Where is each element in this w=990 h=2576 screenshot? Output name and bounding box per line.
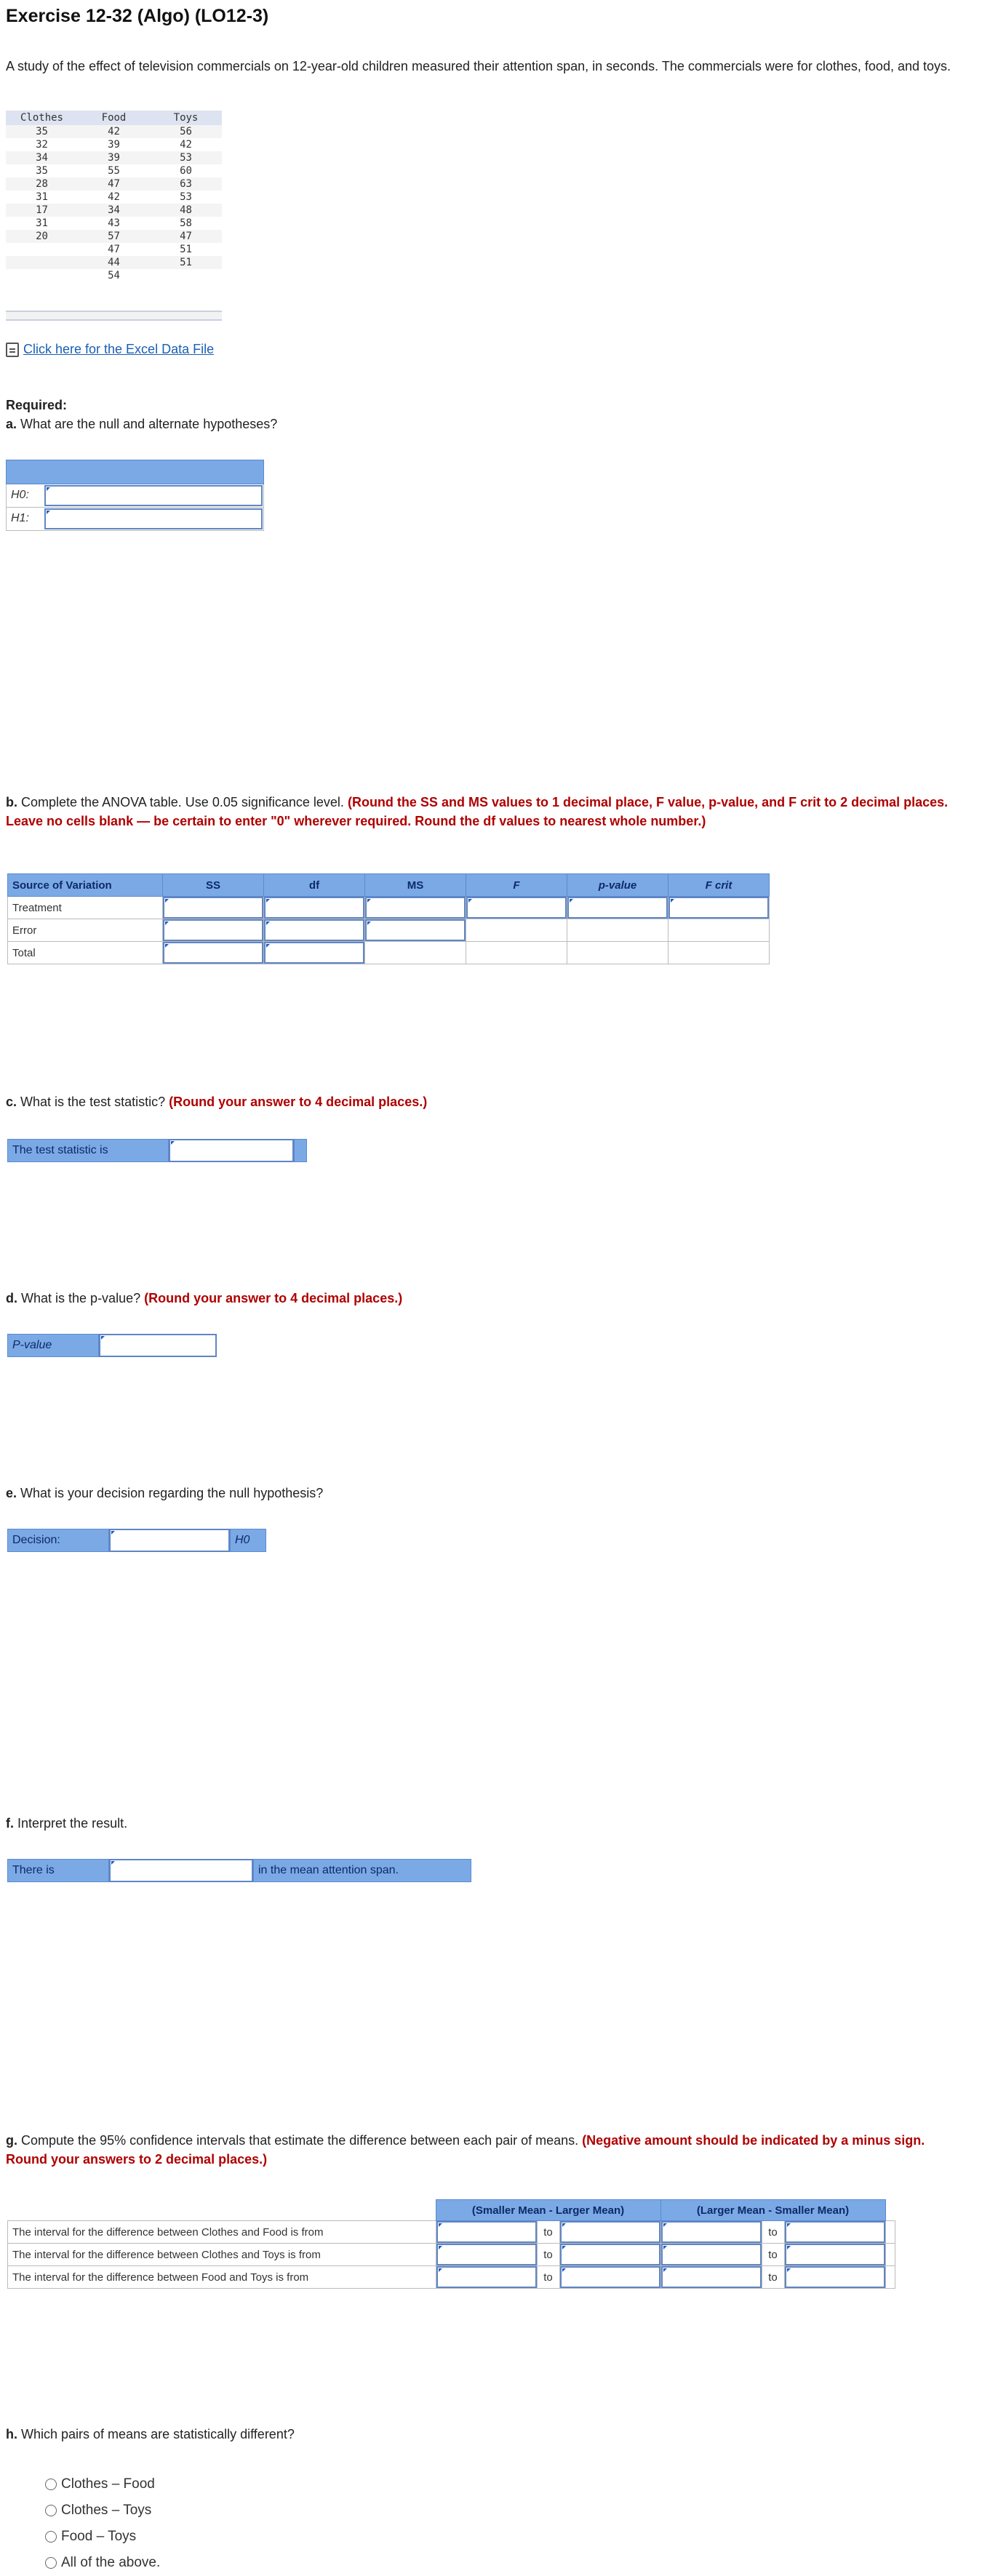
ci-row-label: The interval for the difference between Clothes and Food is from	[8, 2221, 436, 2244]
ci-cell	[784, 2221, 885, 2244]
radio-option[interactable]	[45, 2471, 160, 2497]
data-cell: 43	[78, 217, 150, 230]
empty-cell	[668, 919, 770, 942]
data-row	[6, 204, 222, 217]
data-cell: 42	[78, 191, 150, 204]
part-d-question: What is the p-value?	[21, 1291, 141, 1305]
data-row	[6, 269, 222, 282]
test-statistic-suffix	[294, 1139, 307, 1162]
data-cell: 56	[150, 125, 222, 138]
interpretation-suffix: in the mean attention span.	[253, 1859, 471, 1882]
data-cell: 63	[150, 177, 222, 191]
empty-cell	[365, 942, 466, 964]
data-row	[6, 217, 222, 230]
empty-cell	[668, 942, 770, 964]
smaller-larger-upper-input[interactable]	[560, 2244, 660, 2265]
ci-row	[8, 2244, 895, 2266]
decision-label: Decision:	[7, 1529, 109, 1552]
ci-cell	[436, 2244, 537, 2266]
data-cell: 58	[150, 217, 222, 230]
interpretation-label: There is	[7, 1859, 109, 1882]
data-cell: 53	[150, 191, 222, 204]
confidence-interval-table	[7, 2199, 895, 2289]
column-header-food: Food	[78, 111, 150, 125]
data-cell: 35	[6, 125, 78, 138]
anova-row-error	[8, 919, 770, 942]
part-a-letter: a.	[6, 417, 17, 431]
data-table	[6, 111, 222, 282]
decision-suffix: H0	[230, 1529, 266, 1552]
ci-to-label: to	[537, 2266, 559, 2289]
data-table-scrollbar[interactable]	[6, 311, 222, 321]
total-df-input[interactable]	[264, 942, 364, 964]
h0-row	[6, 484, 264, 508]
treatment-ms-input[interactable]	[365, 897, 466, 919]
error-df-input[interactable]	[264, 919, 364, 941]
ci-header-smaller-larger: (Smaller Mean - Larger Mean)	[436, 2200, 660, 2221]
column-header-toys: Toys	[150, 111, 222, 125]
data-cell: 55	[78, 164, 150, 177]
smaller-larger-lower-input[interactable]	[436, 2266, 537, 2288]
total-ss-input[interactable]	[163, 942, 263, 964]
data-cell	[6, 269, 78, 282]
data-row	[6, 177, 222, 191]
anova-header-ss: SS	[163, 874, 264, 897]
treatment-f-crit-input[interactable]	[668, 897, 769, 919]
data-cell: 20	[6, 230, 78, 243]
data-row	[6, 230, 222, 243]
data-cell: 57	[78, 230, 150, 243]
part-e-letter: e.	[6, 1486, 17, 1500]
part-d-letter: d.	[6, 1291, 17, 1305]
column-header-clothes: Clothes	[6, 111, 78, 125]
data-cell: 44	[78, 256, 150, 269]
part-a-question: What are the null and alternate hypotheses?	[20, 417, 278, 431]
anova-row-treatment	[8, 897, 770, 919]
radio-option[interactable]	[45, 2497, 160, 2524]
data-cell: 51	[150, 243, 222, 256]
anova-header-p-value: p-value	[567, 874, 668, 897]
ci-cell	[559, 2244, 660, 2266]
data-cell: 35	[6, 164, 78, 177]
radio-option[interactable]	[45, 2550, 160, 2576]
data-cell: 34	[6, 151, 78, 164]
ci-to-label: to	[762, 2221, 784, 2244]
data-cell	[150, 269, 222, 282]
anova-label-error: Error	[8, 919, 163, 942]
page-title: Exercise 12-32 (Algo) (LO12-3)	[6, 6, 269, 26]
treatment-ss-input[interactable]	[163, 897, 263, 919]
h1-dropdown[interactable]	[44, 508, 263, 529]
anova-header-f-crit: F crit	[668, 874, 770, 897]
ci-row-label: The interval for the difference between Clothes and Toys is from	[8, 2244, 436, 2266]
data-cell: 34	[78, 204, 150, 217]
ci-cell	[784, 2266, 885, 2289]
data-cell: 47	[78, 177, 150, 191]
h1-row	[6, 508, 264, 531]
part-b-letter: b.	[6, 795, 17, 809]
h0-dropdown[interactable]	[44, 485, 263, 506]
ci-to-label: to	[537, 2221, 559, 2244]
data-row	[6, 256, 222, 269]
data-row	[6, 138, 222, 151]
radio-button[interactable]	[45, 2505, 57, 2516]
data-cell: 51	[150, 256, 222, 269]
radio-button[interactable]	[45, 2479, 57, 2490]
h1-label: H1:	[11, 512, 29, 524]
data-row	[6, 151, 222, 164]
data-cell: 54	[78, 269, 150, 282]
smaller-larger-lower-input[interactable]	[436, 2244, 537, 2265]
radio-option-label[interactable]: Food – Toys	[61, 2529, 137, 2544]
empty-cell	[567, 942, 668, 964]
decision-row	[7, 1529, 266, 1552]
ci-cell	[784, 2244, 885, 2266]
ci-header-blank	[8, 2200, 436, 2221]
larger-smaller-lower-input[interactable]	[661, 2266, 762, 2288]
ci-header-larger-smaller: (Larger Mean - Smaller Mean)	[660, 2200, 885, 2221]
radio-option-label[interactable]: All of the above.	[61, 2555, 161, 2570]
excel-data-link[interactable]	[6, 342, 214, 357]
part-c-question: What is the test statistic?	[20, 1095, 166, 1109]
part-e-question: What is your decision regarding the null hypothesis?	[20, 1486, 324, 1500]
data-cell: 42	[150, 138, 222, 151]
part-f-question: Interpret the result.	[17, 1816, 128, 1831]
ci-cell	[436, 2266, 537, 2289]
p-value-input[interactable]	[99, 1334, 217, 1357]
part-h-letter: h.	[6, 2427, 17, 2441]
part-b-instructions: (Round the SS and MS values to 1 decimal place, F value, p-value, and F crit to 2 decimal places. Leave no cells blank — be certain to enter "0" wherever required. Round the df values to nearest whole number.)	[6, 795, 949, 828]
anova-header-df: df	[264, 874, 365, 897]
ci-cell	[436, 2221, 537, 2244]
part-g-instructions: (Negative amount should be indicated by a minus sign. Round your answers to 2 decimal places.)	[6, 2133, 925, 2167]
data-cell: 39	[78, 138, 150, 151]
ci-row-end	[885, 2221, 895, 2244]
anova-label-total: Total	[8, 942, 163, 964]
ci-cell	[660, 2244, 762, 2266]
ci-cell	[559, 2266, 660, 2289]
data-row	[6, 164, 222, 177]
part-f-letter: f.	[6, 1816, 14, 1831]
larger-smaller-lower-input[interactable]	[661, 2221, 762, 2243]
ci-cell	[559, 2221, 660, 2244]
empty-cell	[466, 919, 567, 942]
interpretation-row	[7, 1859, 471, 1882]
ci-to-label: to	[762, 2244, 784, 2266]
test-statistic-row	[7, 1139, 307, 1162]
required-label: Required:	[6, 398, 68, 412]
ci-cell	[660, 2221, 762, 2244]
larger-smaller-upper-input[interactable]	[785, 2221, 885, 2243]
data-row	[6, 191, 222, 204]
data-cell: 47	[78, 243, 150, 256]
data-cell	[6, 243, 78, 256]
data-cell: 31	[6, 191, 78, 204]
data-cell: 28	[6, 177, 78, 191]
ci-row	[8, 2221, 895, 2244]
larger-smaller-upper-input[interactable]	[785, 2266, 885, 2288]
p-value-row	[7, 1334, 217, 1357]
part-g-question: Compute the 95% confidence intervals that estimate the difference between each pair of means.	[21, 2133, 579, 2148]
data-cell: 53	[150, 151, 222, 164]
part-g-letter: g.	[6, 2133, 17, 2148]
data-cell: 31	[6, 217, 78, 230]
hypotheses-header	[6, 460, 264, 484]
anova-header-f: F	[466, 874, 567, 897]
ci-header-end	[885, 2200, 895, 2221]
radio-button[interactable]	[45, 2557, 57, 2569]
data-cell: 48	[150, 204, 222, 217]
data-cell	[6, 256, 78, 269]
ci-to-label: to	[537, 2244, 559, 2266]
data-cell: 47	[150, 230, 222, 243]
excel-link-text[interactable]: Click here for the Excel Data File	[23, 342, 215, 356]
test-statistic-input[interactable]	[169, 1139, 294, 1162]
error-ms-input[interactable]	[365, 919, 466, 941]
part-b-question: Complete the ANOVA table. Use 0.05 significance level.	[21, 795, 344, 809]
empty-cell	[466, 942, 567, 964]
larger-smaller-lower-input[interactable]	[661, 2244, 762, 2265]
radio-option-label[interactable]: Clothes – Toys	[61, 2503, 152, 2518]
decision-dropdown[interactable]	[109, 1529, 230, 1552]
data-cell: 42	[78, 125, 150, 138]
smaller-larger-upper-input[interactable]	[560, 2266, 660, 2288]
ci-row-label: The interval for the difference between Food and Toys is from	[8, 2266, 436, 2289]
problem-intro: A study of the effect of television commercials on 12-year-old children measured their attention span, in seconds. The commercials were for clothes, food, and toys.	[6, 59, 951, 73]
pairs-radio-group	[45, 2471, 160, 2576]
hypotheses-table	[6, 460, 264, 531]
treatment-f-input[interactable]	[466, 897, 567, 919]
anova-row-total	[8, 942, 770, 964]
anova-header-source: Source of Variation	[8, 874, 163, 897]
part-h-question: Which pairs of means are statistically different?	[21, 2427, 295, 2441]
ci-cell	[660, 2266, 762, 2289]
radio-option-label[interactable]: Clothes – Food	[61, 2476, 155, 2492]
data-row	[6, 125, 222, 138]
anova-label-treatment: Treatment	[8, 897, 163, 919]
data-cell: 60	[150, 164, 222, 177]
smaller-larger-upper-input[interactable]	[560, 2221, 660, 2243]
smaller-larger-lower-input[interactable]	[436, 2221, 537, 2243]
ci-row-end	[885, 2244, 895, 2266]
radio-option[interactable]	[45, 2524, 160, 2550]
part-c-letter: c.	[6, 1095, 17, 1109]
test-statistic-label: The test statistic is	[7, 1139, 169, 1162]
larger-smaller-upper-input[interactable]	[785, 2244, 885, 2265]
ci-to-label: to	[762, 2266, 784, 2289]
ci-row	[8, 2266, 895, 2289]
part-c-instructions: (Round your answer to 4 decimal places.)	[169, 1095, 428, 1109]
error-ss-input[interactable]	[163, 919, 263, 941]
interpretation-dropdown[interactable]	[109, 1859, 253, 1882]
ci-row-end	[885, 2266, 895, 2289]
data-cell: 17	[6, 204, 78, 217]
radio-button[interactable]	[45, 2531, 57, 2543]
treatment-p-value-input[interactable]	[567, 897, 668, 919]
empty-cell	[567, 919, 668, 942]
data-cell: 39	[78, 151, 150, 164]
data-cell: 32	[6, 138, 78, 151]
anova-table	[7, 873, 770, 964]
p-value-label: P-value	[7, 1334, 99, 1357]
part-d-instructions: (Round your answer to 4 decimal places.)	[144, 1291, 403, 1305]
data-row	[6, 243, 222, 256]
treatment-df-input[interactable]	[264, 897, 364, 919]
file-icon	[6, 343, 19, 357]
h0-label: H0:	[11, 489, 29, 501]
anova-header-ms: MS	[365, 874, 466, 897]
